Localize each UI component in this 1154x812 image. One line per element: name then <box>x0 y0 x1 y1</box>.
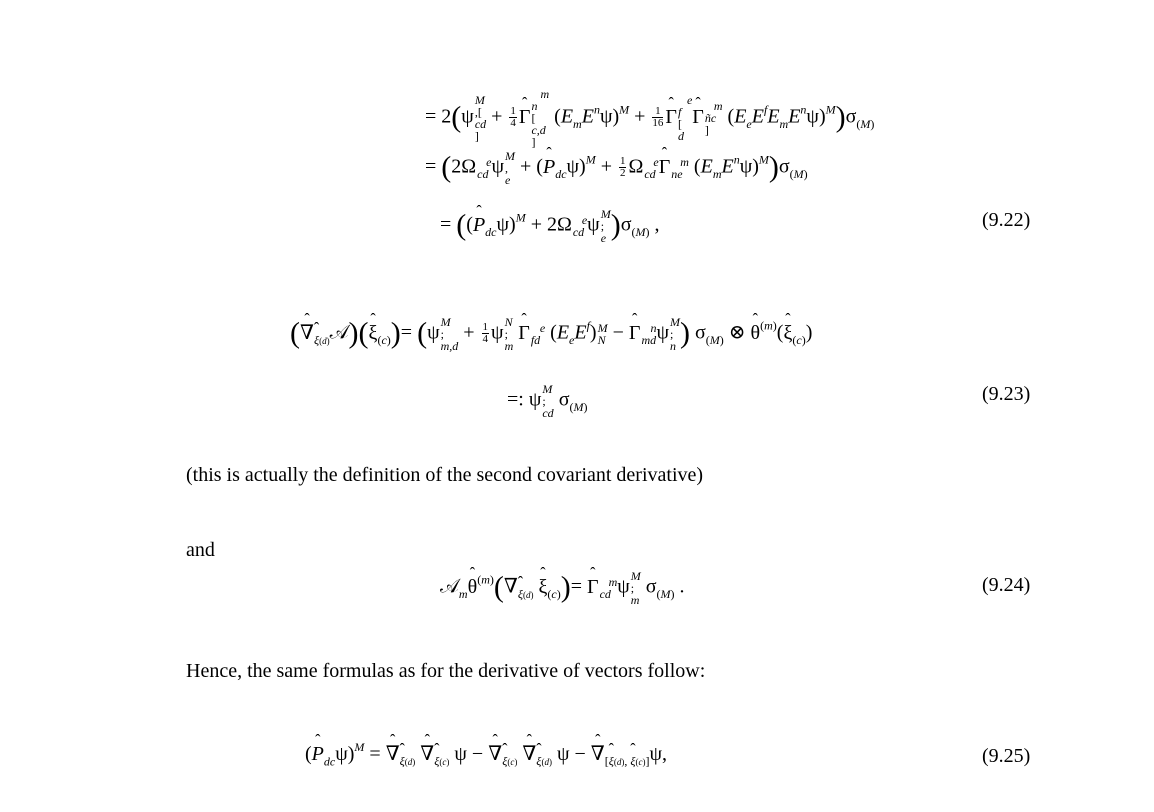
equation-number-9-25: (9.25) <box>982 745 1031 767</box>
paragraph-and: and <box>186 539 215 561</box>
equation-9-23-line-2: =: ψ M ; cd $\sigma_{(M)}$ <box>507 382 588 420</box>
equation-number-9-23: (9.23) <box>982 383 1031 405</box>
paragraph-hence: Hence, the same formulas as for the derivative of vectors follow: <box>186 660 706 682</box>
equation-number-9-24: (9.24) <box>982 574 1031 596</box>
equation-number-9-22: (9.22) <box>982 209 1031 231</box>
equation-9-22-line-3: = ((ˆ $P_{dc}\psi)^M + 2\Omega$ e cd ψ M ; e )$\sigma_{(M)}$ , <box>440 208 659 244</box>
equation-9-25: (ˆ $P_{dc}\psi)^M$ = ˆ $\nabla_{\xi(d)}$ ˆ $\nabla_{\xi(c)}$ ψ − ˆ $\nabla_{\xi(c)}$ ˆ $\nabla_{\xi(d)}$ ψ − ˆ $\nabla_{[\xi(d), \xi(c)]}\psi$, <box>305 744 667 764</box>
equation-9-22-line-1: = 2(ψ M ,[ cd ] + $\frac{1}{4}$ ˆ Γ m n [ c,d ] $(E_mE^n\psi)^M$ + $\frac{1}{16}$ ˆ Γ e f [ d ˆ Γ m ñc ] $(E_eE^fE_mE^n\psi)^M)\sigma_{(M)}$ <box>425 88 874 148</box>
paragraph-second-covariant-derivative: (this is actually the definition of the second covariant derivative) <box>186 464 704 486</box>
equation-9-24: 𝒜$_m$ˆ $\theta^{(m)}(\nabla_{\xi(d)}$ ˆ $\xi_{(c)})=$ ˆ Γ m cd ψ M ; m $\sigma_{(M)}$ . <box>440 570 685 606</box>
equation-9-23-line-1: (ˆ $\nabla_{\xi(d)}𝒜)(ˆ$ $\xi_{(c)})= (\psi$ M ; m,d + $\frac{1}{4}$ ψ N ; m ˆ Γ e fd $(E_eE^f)$ M N − ˆ Γ n md ψ M ; n ) $\sigma_{(M)}$ ⊗ ˆ $\theta^{(m)}(ˆ$ $\xi_{(c)}$) <box>290 316 812 352</box>
equation-9-22-line-2: = (2Ω e cd ψ M , e + (ˆ $P_{dc}\psi)^M$ + $\frac{1}{2}$ Ω e cd ˆ Γ m ne $(E_mE^n\psi)^M)\sigma_{(M)}$ <box>425 150 808 186</box>
